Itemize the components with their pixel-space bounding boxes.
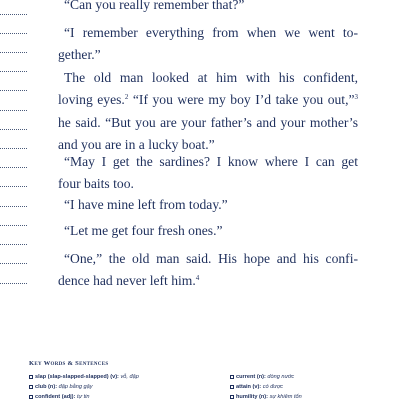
checkbox-icon[interactable] bbox=[29, 395, 33, 399]
vocab-item bbox=[230, 394, 302, 400]
text-line: gether.” bbox=[58, 47, 101, 63]
paragraph bbox=[58, 194, 358, 216]
paragraph bbox=[58, 220, 358, 242]
vocab-term: current (n): bbox=[236, 374, 266, 380]
note-line bbox=[0, 71, 27, 72]
vocab-item bbox=[29, 374, 139, 381]
text-line bbox=[58, 270, 358, 292]
key-words-title: Key Words & Sentences bbox=[29, 360, 109, 367]
vocab-item bbox=[230, 374, 294, 381]
text-fragment: “If you were my boy I’d take you out,” bbox=[128, 92, 355, 108]
text-line: The old man looked at him with his confident, bbox=[64, 70, 358, 85]
note-line bbox=[0, 14, 27, 15]
note-line bbox=[0, 167, 27, 168]
vocab-definition: vỗ, đập bbox=[118, 374, 139, 380]
note-line bbox=[0, 129, 27, 130]
vocab-definition: đập bằng gậy bbox=[57, 384, 93, 390]
paragraph bbox=[58, 151, 358, 196]
note-line bbox=[0, 110, 27, 111]
checkbox-icon[interactable] bbox=[230, 375, 234, 379]
vocab-term: attain (v): bbox=[236, 384, 262, 390]
text-fragment: loving eyes. bbox=[58, 92, 125, 108]
note-line bbox=[0, 206, 27, 207]
note-line bbox=[0, 186, 27, 187]
text-line: four baits too. bbox=[58, 176, 134, 192]
footnote-marker: 3 bbox=[354, 93, 359, 102]
note-line bbox=[0, 90, 27, 91]
paragraph bbox=[58, 22, 358, 67]
text-line: “I have mine left from today.” bbox=[64, 197, 228, 212]
vocab-term: humility (n): bbox=[236, 394, 269, 400]
vocab-item bbox=[29, 394, 90, 400]
vocab-definition: tự tin bbox=[75, 394, 90, 400]
note-line bbox=[0, 263, 27, 264]
text-line: “Can you really remember that?” bbox=[64, 0, 245, 12]
checkbox-icon[interactable] bbox=[230, 395, 234, 399]
note-line bbox=[0, 283, 27, 284]
checkbox-icon[interactable] bbox=[230, 385, 234, 389]
note-line bbox=[0, 148, 27, 149]
paragraph bbox=[58, 67, 358, 156]
note-line bbox=[0, 225, 27, 226]
text-line: “I remember everything from when we went to- bbox=[64, 25, 358, 40]
checkbox-icon[interactable] bbox=[29, 385, 33, 389]
note-line bbox=[0, 52, 27, 53]
footnote-marker: 2 bbox=[124, 93, 129, 102]
text-line: and you are in a lucky boat.” bbox=[58, 136, 215, 152]
text-line: “Let me get four fresh ones.” bbox=[64, 223, 223, 238]
checkbox-icon[interactable] bbox=[29, 375, 33, 379]
vocab-item bbox=[230, 384, 283, 391]
text-line: “May I get the sardines? I know where I can get bbox=[64, 154, 358, 169]
note-line bbox=[0, 244, 27, 245]
vocab-definition: dòng nước bbox=[265, 374, 295, 380]
vocab-item bbox=[29, 384, 93, 391]
vocab-term: slap (slap-slapped-slapped) (v): bbox=[35, 374, 119, 380]
vocab-term: club (n): bbox=[35, 384, 58, 390]
footnote-marker: 4 bbox=[195, 274, 200, 283]
vocab-term: confident (adj): bbox=[35, 394, 76, 400]
paragraph bbox=[58, 248, 358, 293]
paragraph bbox=[58, 0, 358, 16]
vocab-definition: sự khiêm tốn bbox=[268, 394, 302, 400]
text-line bbox=[58, 89, 358, 111]
text-fragment: dence had never left him. bbox=[58, 273, 196, 289]
text-line: he said. “But you are your father’s and your mother’s bbox=[58, 114, 358, 130]
note-margin-lines bbox=[0, 0, 30, 300]
vocab-definition: có được bbox=[261, 384, 284, 390]
note-line bbox=[0, 33, 27, 34]
text-line: “One,” the old man said. His hope and his confi- bbox=[64, 251, 358, 266]
